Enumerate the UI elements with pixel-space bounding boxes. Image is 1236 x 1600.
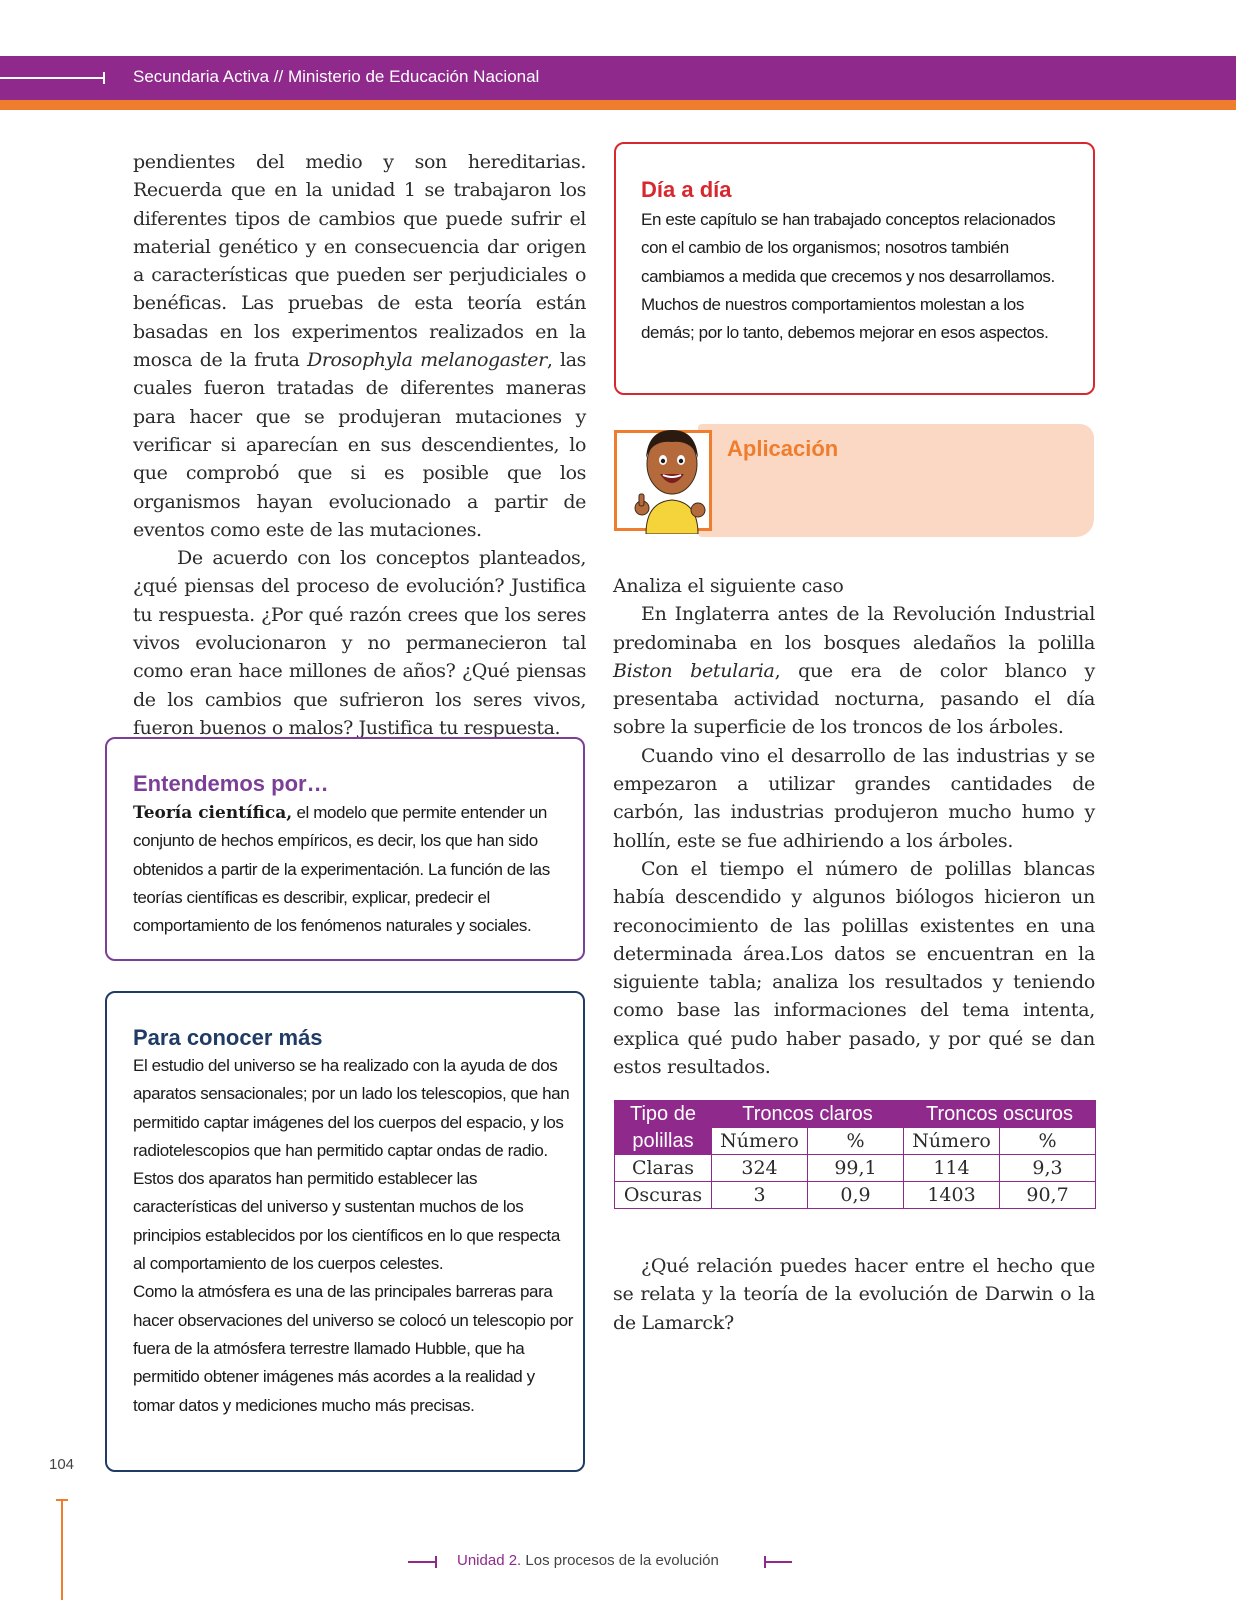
entendemos-term: Teoría científica, (133, 803, 293, 823)
left-paragraph-1: pendientes del medio y son hereditarias. Recuerda que en la unidad 1 se trabajaron los diferentes tipos de cambios que puede sufrir el material genético y en consecuencia dar origen a características que pueden ser perjudiciales o benéficas. Las pruebas de esta teoría están basadas en los experimentos realizados en la mosca de la fruta Drosophyla melanogaster, las cuales fueron tratadas de diferentes maneras para hacer que se produjeran mutaciones y verificar si aparecían en sus descendientes, lo que comprobó que si es posible que los organismos hayan evolucionado a partir de eventos como este de las mutaciones. (133, 151, 586, 541)
table-subheader-percent: % (1000, 1128, 1096, 1155)
footer-tick-right (764, 1556, 766, 1568)
page-number: 104 (49, 1456, 75, 1473)
moth-species-name: Biston betularia (613, 659, 775, 682)
entendemos-body: Teoría científica, el modelo que permite entender un conjunto de hechos empíricos, es decir, los que han sido obtenidos a partir de la experimentación. La función de las teorías científicas es describir, explicar, predecir el comportamiento de los fenómenos naturales y sociales. (133, 803, 550, 936)
table-cell: 114 (904, 1155, 1000, 1182)
aplicacion-title: Aplicación (727, 436, 839, 461)
footer-unit-title: Los procesos de la evolución (521, 1552, 719, 1569)
left-column-text (133, 148, 586, 742)
footer-rule-left (408, 1561, 436, 1563)
kid-thumbs-up-icon (632, 418, 712, 534)
footer-unit-number: Unidad 2. (457, 1552, 522, 1569)
right-paragraph-2: Cuando vino el desarrollo de las industrias y se empezaron a utilizar grandes cantidades de carbón, las industrias produjeron mucho humo y hollín, este se fue adhiriendo a los árboles. (613, 744, 1095, 852)
table-subheader-percent: % (808, 1128, 904, 1155)
table-cell: 9,3 (1000, 1155, 1096, 1182)
footer-rule-right (764, 1561, 792, 1563)
header-rule (0, 77, 104, 79)
table-cell-type: Claras (615, 1155, 712, 1182)
species-name: Drosophyla melanogaster (307, 349, 547, 372)
table-cell: 1403 (904, 1182, 1000, 1209)
question-paragraph: ¿Qué relación puedes hacer entre el hecho que se relata y la teoría de la evolución de Darwin o la de Lamarck? (613, 1255, 1095, 1334)
table-cell: 3 (712, 1182, 808, 1209)
left-paragraph-2: De acuerdo con los conceptos planteados, ¿qué piensas del proceso de evolución? Justifica tu respuesta. ¿Por qué razón crees que los seres vivos evolucionaron y no permanecieron tal como eran hace millones de años? ¿Qué piensas de los cambios que sufrieron los seres vivos, fueron buenos o malos? Justifica tu respuesta. (133, 547, 586, 739)
para-conocer-paragraph-1: El estudio del universo se ha realizado con la ayuda de dos aparatos sensacionales; por un lado los telescopios, que han permitido captar imágenes del los cuerpos del espacio, y los radiotelescopios que han permitido captar ondas de radio. Estos dos aparatos han permitido establecer las características del universo y sustentan muchos de los principios establecidos por los científicos en lo que respecta al comportamiento de los cuerpos celestes. (133, 1056, 570, 1274)
table-group-header-light: Troncos claros (712, 1101, 904, 1128)
table-cell: 90,7 (1000, 1182, 1096, 1209)
right-paragraph-1: En Inglaterra antes de la Revolución Industrial predominaba en los bosques aledaños la polilla Biston betularia, que era de color blanco y presentaba actividad nocturna, pasando el día sobre la superficie de los troncos de los árboles. (613, 603, 1095, 739)
table-corner-header-line1: Tipo de (615, 1101, 712, 1128)
margin-rule (61, 1499, 63, 1600)
right-paragraph-3: Con el tiempo el número de polillas blancas había descendido y algunos biólogos hicieron un reconocimiento de las polillas existentes en una determinada área.Los datos se encuentran en la siguiente tabla; analiza los resultados y teniendo como base las informaciones del tema intenta, explica qué pudo haber pasado, y por qué se dan estos resultados. (613, 857, 1095, 1079)
moth-data-table (614, 1100, 1096, 1209)
table-group-header-dark: Troncos oscuros (904, 1101, 1096, 1128)
para-conocer-paragraph-2: Como la atmósfera es una de las principales barreras para hacer observaciones del universo se colocó un telescopio por fuera de la atmósfera terrestre llamado Hubble, que ha permitido obtener imágenes más acordes a la realidad y tomar datos y mediciones mucho más precisas. (133, 1282, 573, 1415)
entendemos-title: Entendemos por… (133, 771, 329, 796)
table-cell: 324 (712, 1155, 808, 1182)
case-intro: Analiza el siguiente caso (613, 575, 844, 597)
right-column-text (613, 572, 1095, 1081)
header-accent-stripe (0, 100, 1236, 110)
table-cell: 0,9 (808, 1182, 904, 1209)
dia-a-dia-title: Día a día (641, 177, 732, 202)
footer-unit-label (457, 1552, 719, 1570)
footer-tick-left (435, 1556, 437, 1568)
table-corner-header-line2: polillas (615, 1128, 712, 1155)
header-title: Secundaria Activa // Ministerio de Educación Nacional (133, 67, 540, 86)
para-conocer-title: Para conocer más (133, 1025, 323, 1050)
dia-a-dia-body: En este capítulo se han trabajado conceptos relacionados con el cambio de los organismos; nosotros también cambiamos a medida que crecemos y nos desarrollamos. Muchos de nuestros comportamientos molestan a los demás; por lo tanto, debemos mejorar en esos aspectos. (641, 210, 1056, 343)
table-row (615, 1155, 1096, 1182)
table-row (615, 1182, 1096, 1209)
table-subheader-number: Número (904, 1128, 1000, 1155)
table-cell: 99,1 (808, 1155, 904, 1182)
question-text (613, 1252, 1095, 1337)
header-rule-tick (103, 72, 105, 84)
table-cell-type: Oscuras (615, 1182, 712, 1209)
margin-rule-tick (56, 1499, 68, 1501)
table-subheader-number: Número (712, 1128, 808, 1155)
para-conocer-body (133, 1052, 573, 1420)
